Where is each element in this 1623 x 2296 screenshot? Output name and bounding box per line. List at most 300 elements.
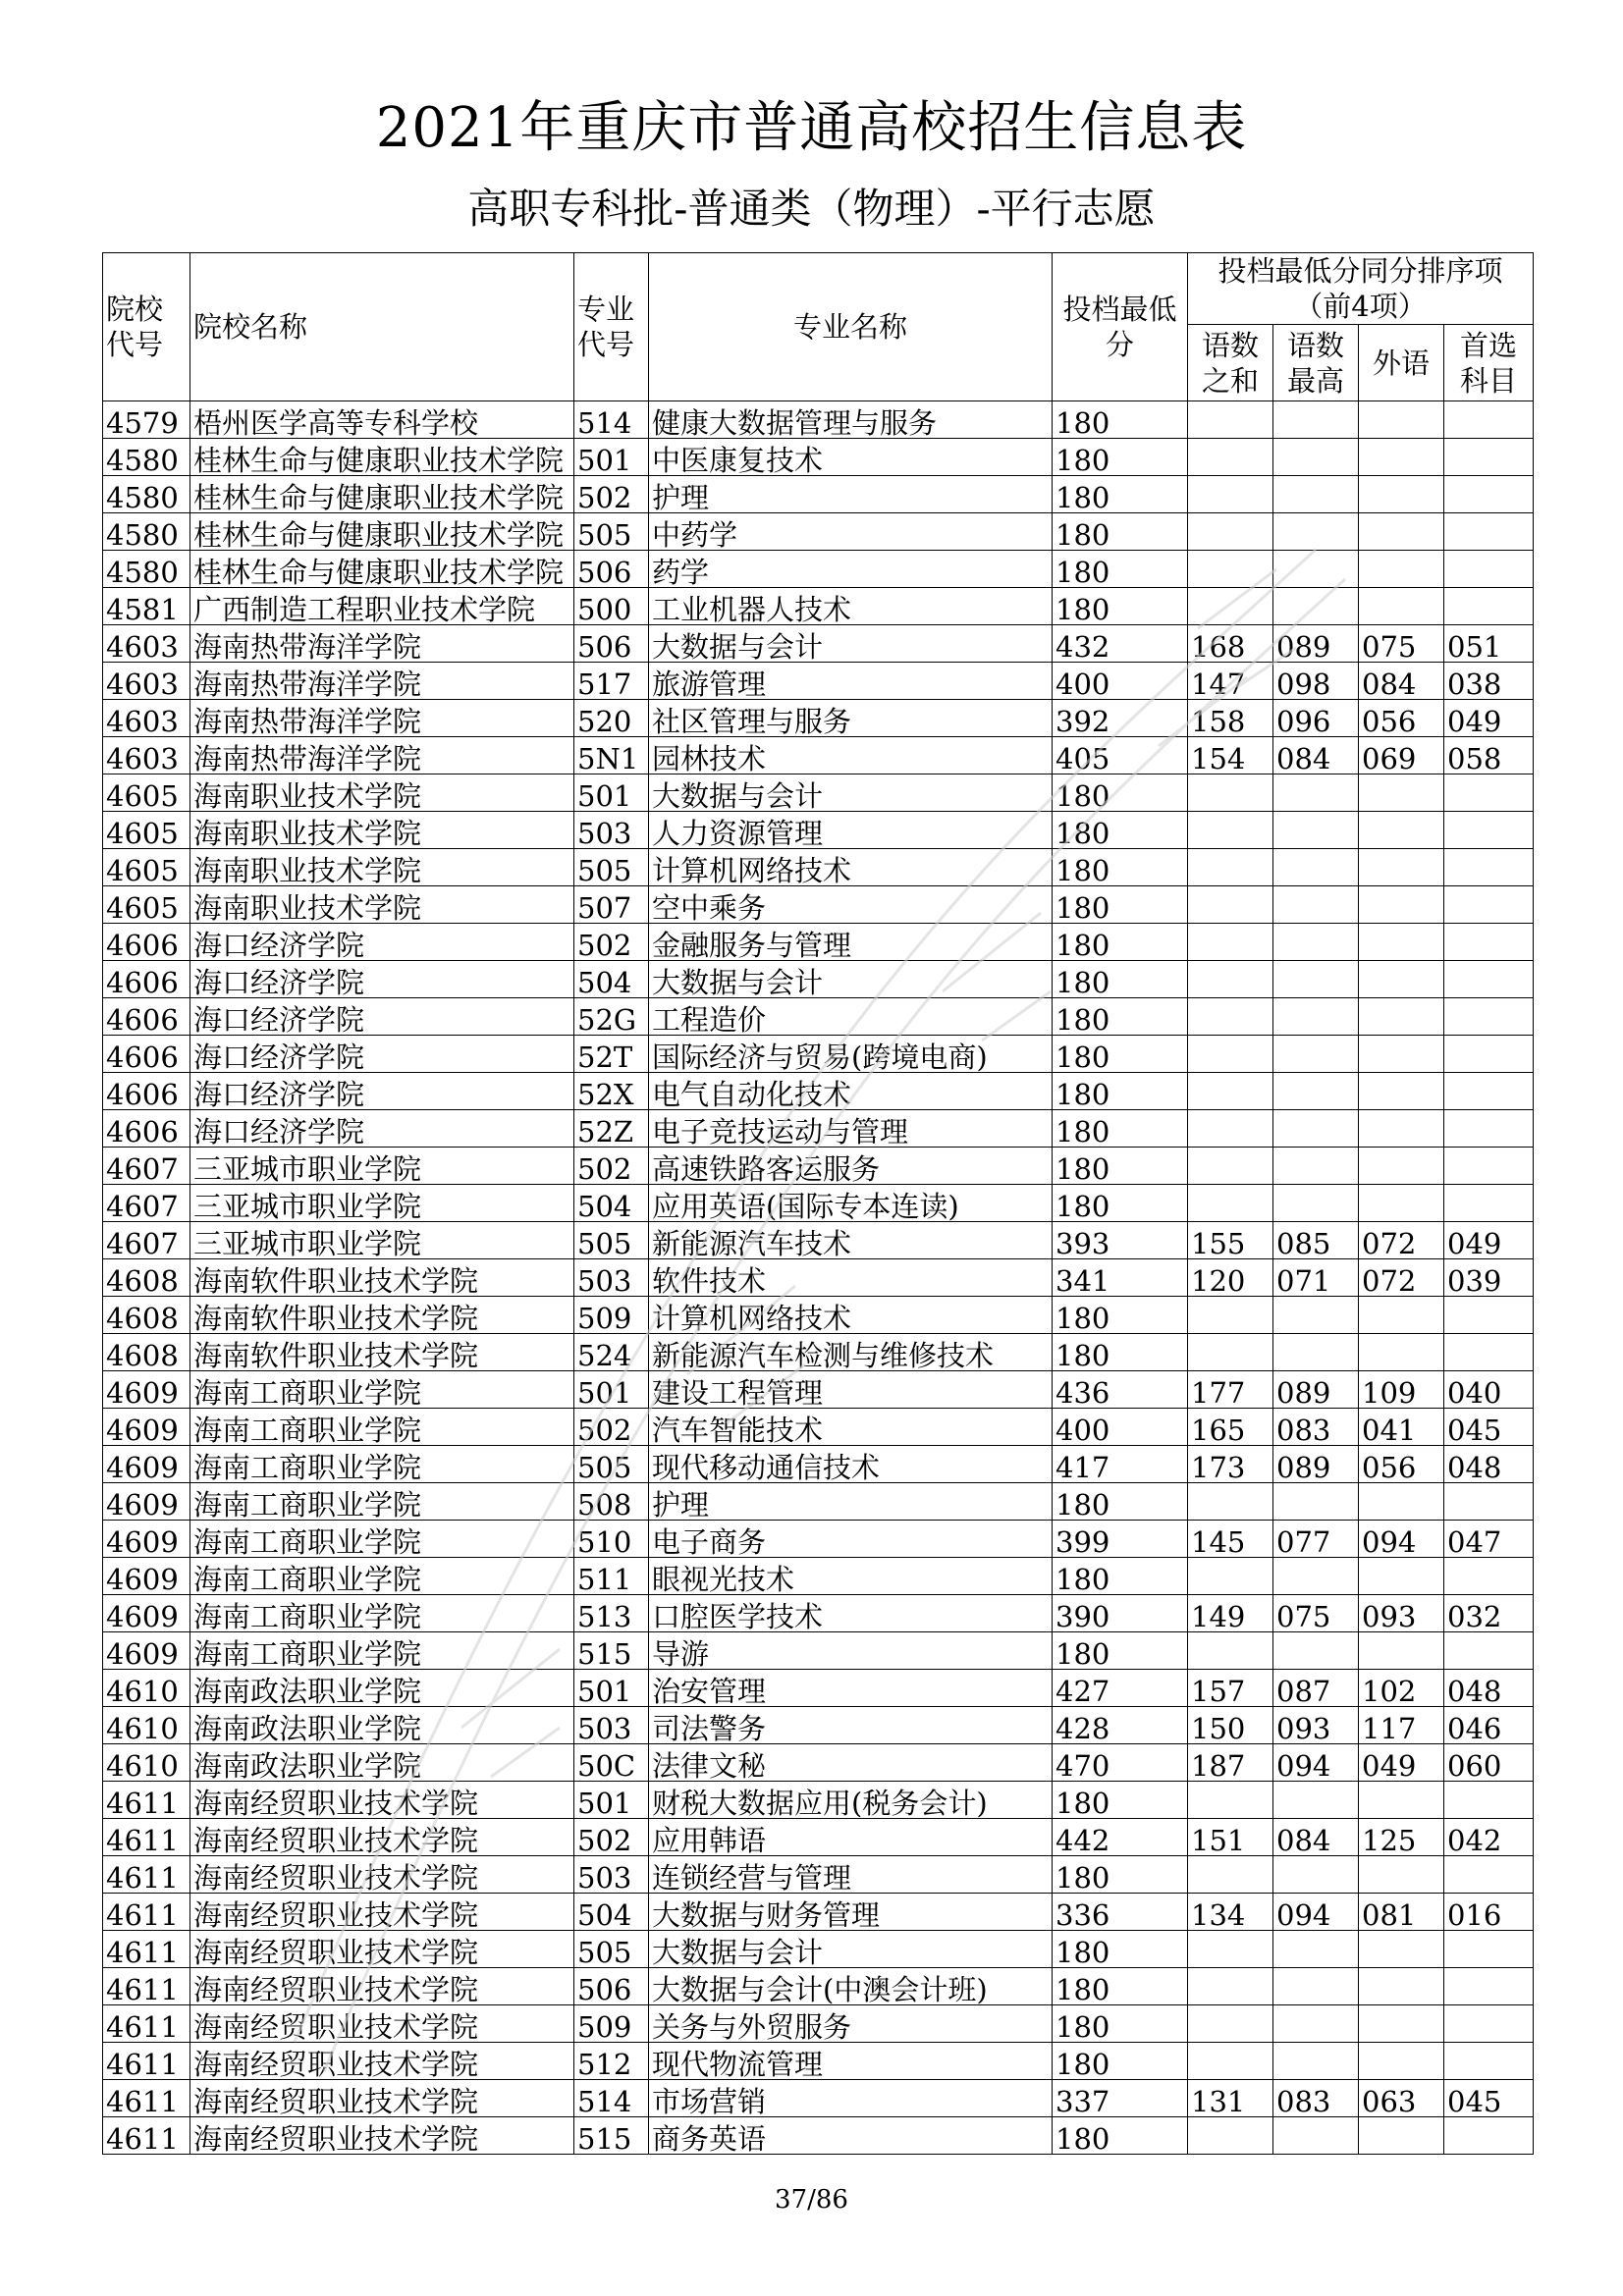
cell-major-code: 502: [574, 1148, 649, 1185]
table-row: [103, 1782, 1534, 1819]
cell-major-name: 大数据与会计: [649, 625, 1053, 663]
cell-foreign-score: 049: [1359, 1744, 1444, 1782]
cell-first-subject-score: [1444, 924, 1534, 961]
cell-yushu-sum: [1188, 513, 1273, 551]
cell-min-score: 180: [1053, 812, 1188, 849]
cell-min-score: 180: [1053, 924, 1188, 961]
cell-min-score: 470: [1053, 1744, 1188, 1782]
cell-yushu-sum: [1188, 401, 1273, 439]
cell-min-score: 180: [1053, 1297, 1188, 1334]
cell-first-subject-score: 016: [1444, 1894, 1534, 1931]
table-row: [103, 1222, 1534, 1259]
cell-school-code: 4609: [103, 1409, 190, 1446]
col-header-first-subject: 首选科目: [1444, 325, 1534, 401]
table-row: [103, 774, 1534, 812]
cell-major-code: 509: [574, 2005, 649, 2043]
cell-foreign-score: 072: [1359, 1259, 1444, 1297]
cell-yushu-max: [1273, 588, 1359, 625]
cell-yushu-sum: 120: [1188, 1259, 1273, 1297]
table-row: [103, 700, 1534, 737]
cell-yushu-sum: 149: [1188, 1595, 1273, 1632]
cell-major-name: 法律文秘: [649, 1744, 1053, 1782]
cell-yushu-sum: [1188, 1931, 1273, 1968]
cell-yushu-max: [1273, 998, 1359, 1036]
cell-major-code: 52T: [574, 1036, 649, 1073]
cell-yushu-max: 083: [1273, 1409, 1359, 1446]
cell-first-subject-score: [1444, 513, 1534, 551]
cell-foreign-score: [1359, 513, 1444, 551]
cell-school-code: 4611: [103, 1894, 190, 1931]
cell-foreign-score: [1359, 998, 1444, 1036]
table-row: [103, 2117, 1534, 2155]
cell-first-subject-score: [1444, 2043, 1534, 2080]
cell-school-code: 4603: [103, 700, 190, 737]
cell-major-name: 大数据与会计: [649, 774, 1053, 812]
cell-yushu-max: 096: [1273, 700, 1359, 737]
cell-yushu-sum: [1188, 2117, 1273, 2155]
table-row: [103, 1259, 1534, 1297]
cell-major-code: 512: [574, 2043, 649, 2080]
cell-school-name: 海南软件职业技术学院: [190, 1259, 574, 1297]
cell-yushu-sum: [1188, 1334, 1273, 1371]
cell-yushu-max: 089: [1273, 1446, 1359, 1483]
cell-yushu-sum: [1188, 849, 1273, 886]
cell-major-name: 大数据与会计(中澳会计班): [649, 1968, 1053, 2005]
cell-min-score: 180: [1053, 588, 1188, 625]
cell-major-name: 现代物流管理: [649, 2043, 1053, 2080]
cell-yushu-sum: 131: [1188, 2080, 1273, 2117]
cell-first-subject-score: [1444, 849, 1534, 886]
cell-yushu-sum: 145: [1188, 1521, 1273, 1558]
table-row: [103, 812, 1534, 849]
cell-school-name: 海南工商职业学院: [190, 1409, 574, 1446]
cell-yushu-max: [1273, 1931, 1359, 1968]
cell-first-subject-score: [1444, 1968, 1534, 2005]
cell-major-code: 500: [574, 588, 649, 625]
cell-school-code: 4605: [103, 774, 190, 812]
page-number: 37/86: [775, 2185, 848, 2215]
table-row: [103, 924, 1534, 961]
cell-first-subject-score: [1444, 1073, 1534, 1110]
cell-major-name: 市场营销: [649, 2080, 1053, 2117]
cell-major-name: 健康大数据管理与服务: [649, 401, 1053, 439]
cell-school-name: 海口经济学院: [190, 1110, 574, 1148]
cell-yushu-sum: [1188, 439, 1273, 476]
cell-yushu-sum: 157: [1188, 1670, 1273, 1707]
col-header-yushu-sum: 语数之和: [1188, 325, 1273, 401]
table-row: [103, 1371, 1534, 1409]
cell-yushu-max: [1273, 2043, 1359, 2080]
cell-yushu-sum: [1188, 774, 1273, 812]
cell-major-name: 园林技术: [649, 737, 1053, 774]
cell-first-subject-score: [1444, 1036, 1534, 1073]
table-row: [103, 1446, 1534, 1483]
cell-major-code: 504: [574, 1894, 649, 1931]
cell-yushu-max: [1273, 1334, 1359, 1371]
cell-yushu-max: 094: [1273, 1744, 1359, 1782]
cell-foreign-score: [1359, 1782, 1444, 1819]
cell-school-code: 4606: [103, 1036, 190, 1073]
cell-yushu-sum: [1188, 551, 1273, 588]
cell-major-code: 506: [574, 625, 649, 663]
cell-major-code: 506: [574, 1968, 649, 2005]
cell-major-name: 计算机网络技术: [649, 1297, 1053, 1334]
cell-foreign-score: 093: [1359, 1595, 1444, 1632]
col-header-major-name: 专业名称: [649, 253, 1053, 401]
cell-yushu-max: 083: [1273, 2080, 1359, 2117]
cell-school-name: 三亚城市职业学院: [190, 1222, 574, 1259]
cell-first-subject-score: 038: [1444, 663, 1534, 700]
cell-yushu-max: [1273, 476, 1359, 513]
cell-school-code: 4608: [103, 1334, 190, 1371]
cell-school-code: 4611: [103, 1782, 190, 1819]
cell-yushu-max: [1273, 1073, 1359, 1110]
cell-yushu-max: 093: [1273, 1707, 1359, 1744]
table-row: [103, 2043, 1534, 2080]
cell-school-name: 海南经贸职业技术学院: [190, 2005, 574, 2043]
cell-foreign-score: [1359, 961, 1444, 998]
cell-major-name: 新能源汽车检测与维修技术: [649, 1334, 1053, 1371]
cell-first-subject-score: [1444, 886, 1534, 924]
cell-foreign-score: [1359, 1558, 1444, 1595]
cell-major-name: 关务与外贸服务: [649, 2005, 1053, 2043]
cell-yushu-sum: [1188, 1632, 1273, 1670]
cell-school-code: 4611: [103, 1931, 190, 1968]
cell-school-code: 4610: [103, 1744, 190, 1782]
cell-major-name: 药学: [649, 551, 1053, 588]
cell-yushu-max: 094: [1273, 1894, 1359, 1931]
cell-yushu-sum: [1188, 1073, 1273, 1110]
cell-major-name: 新能源汽车技术: [649, 1222, 1053, 1259]
page-title: 2021年重庆市普通高校招生信息表: [375, 96, 1248, 160]
cell-school-code: 4605: [103, 812, 190, 849]
cell-major-code: 5N1: [574, 737, 649, 774]
cell-school-name: 海南热带海洋学院: [190, 737, 574, 774]
table-row: [103, 1894, 1534, 1931]
cell-foreign-score: [1359, 439, 1444, 476]
cell-yushu-sum: 134: [1188, 1894, 1273, 1931]
cell-school-name: 三亚城市职业学院: [190, 1185, 574, 1222]
cell-major-code: 513: [574, 1595, 649, 1632]
cell-foreign-score: [1359, 1856, 1444, 1894]
cell-min-score: 428: [1053, 1707, 1188, 1744]
table-row: [103, 849, 1534, 886]
cell-major-name: 护理: [649, 476, 1053, 513]
cell-yushu-max: [1273, 1632, 1359, 1670]
cell-min-score: 180: [1053, 1483, 1188, 1521]
cell-major-name: 旅游管理: [649, 663, 1053, 700]
cell-school-name: 海南经贸职业技术学院: [190, 1931, 574, 1968]
cell-major-name: 中医康复技术: [649, 439, 1053, 476]
cell-school-name: 海南政法职业学院: [190, 1670, 574, 1707]
cell-school-code: 4610: [103, 1670, 190, 1707]
cell-yushu-sum: 187: [1188, 1744, 1273, 1782]
cell-yushu-max: [1273, 1483, 1359, 1521]
cell-school-code: 4609: [103, 1558, 190, 1595]
cell-major-code: 515: [574, 1632, 649, 1670]
cell-school-code: 4580: [103, 513, 190, 551]
table-row: [103, 886, 1534, 924]
cell-foreign-score: 117: [1359, 1707, 1444, 1744]
cell-school-code: 4611: [103, 2117, 190, 2155]
cell-school-name: 海口经济学院: [190, 924, 574, 961]
cell-major-name: 商务英语: [649, 2117, 1053, 2155]
cell-foreign-score: [1359, 1110, 1444, 1148]
cell-yushu-max: 098: [1273, 663, 1359, 700]
table-row: [103, 1670, 1534, 1707]
col-header-school-name: 院校名称: [190, 253, 574, 401]
cell-first-subject-score: [1444, 2117, 1534, 2155]
cell-yushu-sum: 168: [1188, 625, 1273, 663]
cell-major-name: 人力资源管理: [649, 812, 1053, 849]
cell-yushu-max: 085: [1273, 1222, 1359, 1259]
cell-major-name: 电气自动化技术: [649, 1073, 1053, 1110]
cell-min-score: 180: [1053, 1558, 1188, 1595]
cell-yushu-max: [1273, 439, 1359, 476]
table-row: [103, 1595, 1534, 1632]
cell-school-name: 桂林生命与健康职业技术学院: [190, 439, 574, 476]
cell-min-score: 180: [1053, 849, 1188, 886]
cell-min-score: 180: [1053, 998, 1188, 1036]
cell-min-score: 442: [1053, 1819, 1188, 1856]
cell-school-name: 海口经济学院: [190, 1073, 574, 1110]
cell-major-code: 507: [574, 886, 649, 924]
cell-first-subject-score: [1444, 551, 1534, 588]
table-row: [103, 1297, 1534, 1334]
cell-foreign-score: [1359, 1483, 1444, 1521]
cell-major-code: 509: [574, 1297, 649, 1334]
cell-yushu-sum: 165: [1188, 1409, 1273, 1446]
cell-yushu-max: [1273, 1148, 1359, 1185]
cell-major-code: 504: [574, 961, 649, 998]
cell-min-score: 427: [1053, 1670, 1188, 1707]
cell-school-code: 4609: [103, 1595, 190, 1632]
admission-table: [102, 252, 1534, 2155]
cell-foreign-score: 075: [1359, 625, 1444, 663]
cell-school-name: 海南职业技术学院: [190, 812, 574, 849]
cell-first-subject-score: [1444, 588, 1534, 625]
table-row: [103, 2005, 1534, 2043]
cell-first-subject-score: 039: [1444, 1259, 1534, 1297]
col-header-tiebreak-group: 投档最低分同分排序项（前4项）: [1188, 253, 1534, 325]
cell-foreign-score: 072: [1359, 1222, 1444, 1259]
cell-min-score: 180: [1053, 1632, 1188, 1670]
cell-major-code: 505: [574, 513, 649, 551]
cell-yushu-sum: [1188, 1185, 1273, 1222]
cell-school-name: 海南经贸职业技术学院: [190, 1894, 574, 1931]
cell-school-name: 海南经贸职业技术学院: [190, 2043, 574, 2080]
cell-min-score: 180: [1053, 1073, 1188, 1110]
cell-first-subject-score: [1444, 439, 1534, 476]
cell-yushu-sum: [1188, 924, 1273, 961]
cell-min-score: 336: [1053, 1894, 1188, 1931]
cell-yushu-sum: [1188, 1856, 1273, 1894]
cell-school-name: 海南软件职业技术学院: [190, 1297, 574, 1334]
col-header-yushu-max: 语数最高: [1273, 325, 1359, 401]
cell-school-code: 4607: [103, 1185, 190, 1222]
cell-foreign-score: 069: [1359, 737, 1444, 774]
table-body: [103, 401, 1534, 2155]
cell-school-code: 4605: [103, 849, 190, 886]
cell-major-code: 502: [574, 1819, 649, 1856]
cell-foreign-score: 102: [1359, 1670, 1444, 1707]
cell-major-code: 514: [574, 2080, 649, 2117]
cell-major-code: 503: [574, 1259, 649, 1297]
cell-first-subject-score: 046: [1444, 1707, 1534, 1744]
cell-yushu-sum: 154: [1188, 737, 1273, 774]
cell-school-code: 4606: [103, 1110, 190, 1148]
cell-foreign-score: [1359, 924, 1444, 961]
table-row: [103, 1334, 1534, 1371]
cell-first-subject-score: 045: [1444, 2080, 1534, 2117]
cell-min-score: 180: [1053, 1968, 1188, 2005]
cell-min-score: 180: [1053, 513, 1188, 551]
cell-min-score: 180: [1053, 1148, 1188, 1185]
cell-major-name: 治安管理: [649, 1670, 1053, 1707]
table-row: [103, 1931, 1534, 1968]
cell-yushu-sum: 147: [1188, 663, 1273, 700]
cell-school-code: 4611: [103, 2080, 190, 2117]
cell-school-code: 4603: [103, 625, 190, 663]
cell-school-code: 4606: [103, 924, 190, 961]
cell-major-code: 503: [574, 1856, 649, 1894]
cell-min-score: 180: [1053, 2117, 1188, 2155]
cell-school-code: 4580: [103, 476, 190, 513]
cell-yushu-sum: 173: [1188, 1446, 1273, 1483]
cell-foreign-score: [1359, 2117, 1444, 2155]
cell-min-score: 180: [1053, 401, 1188, 439]
cell-school-code: 4579: [103, 401, 190, 439]
col-header-min-score: 投档最低分: [1053, 253, 1188, 401]
table-row: [103, 551, 1534, 588]
cell-min-score: 180: [1053, 1782, 1188, 1819]
table-row: [103, 961, 1534, 998]
cell-first-subject-score: [1444, 2005, 1534, 2043]
cell-school-code: 4581: [103, 588, 190, 625]
cell-yushu-sum: [1188, 812, 1273, 849]
cell-school-code: 4603: [103, 663, 190, 700]
cell-foreign-score: [1359, 2005, 1444, 2043]
cell-foreign-score: [1359, 1297, 1444, 1334]
cell-yushu-max: [1273, 401, 1359, 439]
cell-school-name: 海南政法职业学院: [190, 1744, 574, 1782]
cell-major-name: 软件技术: [649, 1259, 1053, 1297]
cell-min-score: 417: [1053, 1446, 1188, 1483]
cell-first-subject-score: [1444, 1483, 1534, 1521]
cell-major-name: 司法警务: [649, 1707, 1053, 1744]
cell-school-name: 海南经贸职业技术学院: [190, 1782, 574, 1819]
cell-yushu-sum: [1188, 1297, 1273, 1334]
cell-major-name: 社区管理与服务: [649, 700, 1053, 737]
table-row: [103, 1819, 1534, 1856]
cell-foreign-score: [1359, 1968, 1444, 2005]
table-row: [103, 513, 1534, 551]
cell-yushu-max: [1273, 961, 1359, 998]
cell-yushu-max: [1273, 1185, 1359, 1222]
cell-min-score: 180: [1053, 476, 1188, 513]
cell-yushu-max: [1273, 551, 1359, 588]
cell-major-code: 505: [574, 849, 649, 886]
cell-major-name: 工程造价: [649, 998, 1053, 1036]
cell-yushu-max: [1273, 513, 1359, 551]
cell-min-score: 180: [1053, 2005, 1188, 2043]
cell-first-subject-score: [1444, 961, 1534, 998]
cell-major-code: 510: [574, 1521, 649, 1558]
cell-major-name: 国际经济与贸易(跨境电商): [649, 1036, 1053, 1073]
cell-major-code: 502: [574, 924, 649, 961]
cell-min-score: 400: [1053, 1409, 1188, 1446]
cell-min-score: 180: [1053, 774, 1188, 812]
cell-min-score: 337: [1053, 2080, 1188, 2117]
cell-school-name: 海南职业技术学院: [190, 886, 574, 924]
table-row: [103, 1185, 1534, 1222]
cell-school-name: 海口经济学院: [190, 961, 574, 998]
cell-school-name: 海南热带海洋学院: [190, 700, 574, 737]
cell-school-code: 4608: [103, 1259, 190, 1297]
cell-school-code: 4608: [103, 1297, 190, 1334]
cell-foreign-score: 084: [1359, 663, 1444, 700]
cell-yushu-sum: [1188, 1558, 1273, 1595]
cell-major-code: 503: [574, 1707, 649, 1744]
table-row: [103, 1558, 1534, 1595]
cell-foreign-score: [1359, 1185, 1444, 1222]
cell-school-name: 海南经贸职业技术学院: [190, 2117, 574, 2155]
cell-foreign-score: [1359, 401, 1444, 439]
cell-school-code: 4606: [103, 1073, 190, 1110]
cell-first-subject-score: [1444, 1782, 1534, 1819]
cell-yushu-sum: [1188, 1782, 1273, 1819]
cell-major-name: 现代移动通信技术: [649, 1446, 1053, 1483]
cell-first-subject-score: 049: [1444, 700, 1534, 737]
table-row: [103, 1036, 1534, 1073]
cell-school-name: 海南职业技术学院: [190, 774, 574, 812]
cell-first-subject-score: 051: [1444, 625, 1534, 663]
cell-major-name: 电子竞技运动与管理: [649, 1110, 1053, 1148]
cell-school-code: 4606: [103, 961, 190, 998]
table-row: [103, 1110, 1534, 1148]
cell-first-subject-score: [1444, 1632, 1534, 1670]
cell-min-score: 180: [1053, 1036, 1188, 1073]
cell-school-code: 4609: [103, 1446, 190, 1483]
cell-foreign-score: 056: [1359, 1446, 1444, 1483]
cell-yushu-max: [1273, 1968, 1359, 2005]
cell-min-score: 393: [1053, 1222, 1188, 1259]
cell-school-name: 海南职业技术学院: [190, 849, 574, 886]
cell-major-name: 大数据与会计: [649, 961, 1053, 998]
cell-school-name: 海口经济学院: [190, 1036, 574, 1073]
cell-major-name: 连锁经营与管理: [649, 1856, 1053, 1894]
cell-yushu-sum: 158: [1188, 700, 1273, 737]
cell-school-name: 桂林生命与健康职业技术学院: [190, 476, 574, 513]
cell-foreign-score: 109: [1359, 1371, 1444, 1409]
table-row: [103, 1148, 1534, 1185]
cell-first-subject-score: 048: [1444, 1446, 1534, 1483]
cell-major-name: 应用英语(国际专本连读): [649, 1185, 1053, 1222]
cell-major-code: 504: [574, 1185, 649, 1222]
table-row: [103, 2080, 1534, 2117]
cell-foreign-score: [1359, 774, 1444, 812]
cell-yushu-sum: [1188, 1148, 1273, 1185]
cell-school-name: 海南工商职业学院: [190, 1521, 574, 1558]
cell-foreign-score: 041: [1359, 1409, 1444, 1446]
cell-major-name: 大数据与财务管理: [649, 1894, 1053, 1931]
cell-yushu-max: 084: [1273, 737, 1359, 774]
cell-foreign-score: [1359, 588, 1444, 625]
cell-first-subject-score: 042: [1444, 1819, 1534, 1856]
cell-yushu-sum: [1188, 886, 1273, 924]
cell-major-code: 50C: [574, 1744, 649, 1782]
cell-yushu-max: [1273, 924, 1359, 961]
